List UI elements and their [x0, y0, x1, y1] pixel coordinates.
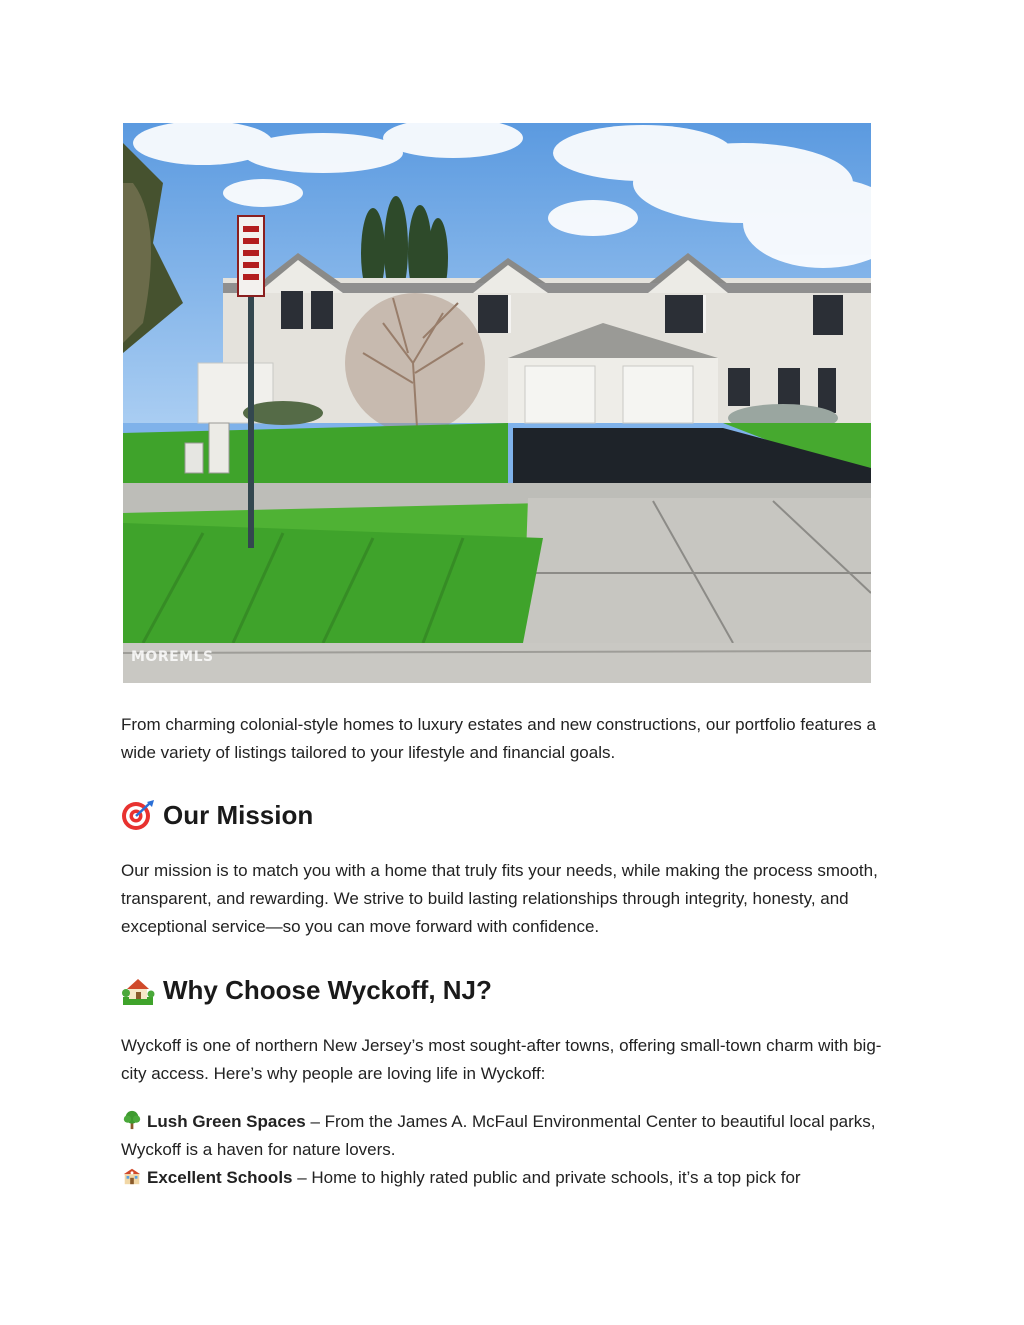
- intro-paragraph: From charming colonial-style homes to luxury estates and new constructions, our portfolio features a wide variety of listings tailored to your lifestyle and financial goals.: [121, 715, 876, 762]
- school-icon: [121, 1166, 143, 1186]
- mission-paragraph: Our mission is to match you with a home that truly fits your needs, while making the process smooth, transparent, and rewarding. We strive to build lasting relationships through integrity, honesty, and exceptional service—so you can move forward with confidence.: [121, 861, 878, 936]
- why-paragraph: Wyckoff is one of northern New Jersey’s most sought-after towns, offering small-town charm with big-city access. Here’s why people are loving life in Wyckoff:: [121, 1036, 882, 1083]
- mission-heading: [121, 798, 313, 832]
- photo-watermark: MOREMLS: [131, 649, 214, 665]
- tree-icon: [121, 1110, 143, 1130]
- target-icon: [121, 798, 155, 832]
- feature-text: – From the James A. McFaul Environmental Center to beautiful local parks, Wyckoff is a haven for nature lovers.: [121, 1112, 876, 1159]
- mission-title: Our Mission: [163, 799, 314, 830]
- house-with-garden-icon: [121, 973, 155, 1007]
- house-illustration: [123, 123, 871, 683]
- features-list: [121, 1108, 901, 1192]
- feature-item: [121, 1168, 801, 1187]
- why-title: Why Choose Wyckoff, NJ?: [163, 974, 492, 1005]
- feature-item: [121, 1112, 875, 1159]
- listing-photo: [123, 123, 871, 683]
- feature-title: Lush Green Spaces: [147, 1112, 306, 1131]
- feature-title: Excellent Schools: [147, 1168, 293, 1187]
- feature-text: – Home to highly rated public and private schools, it’s a top pick for: [292, 1168, 801, 1187]
- why-heading: [121, 973, 492, 1007]
